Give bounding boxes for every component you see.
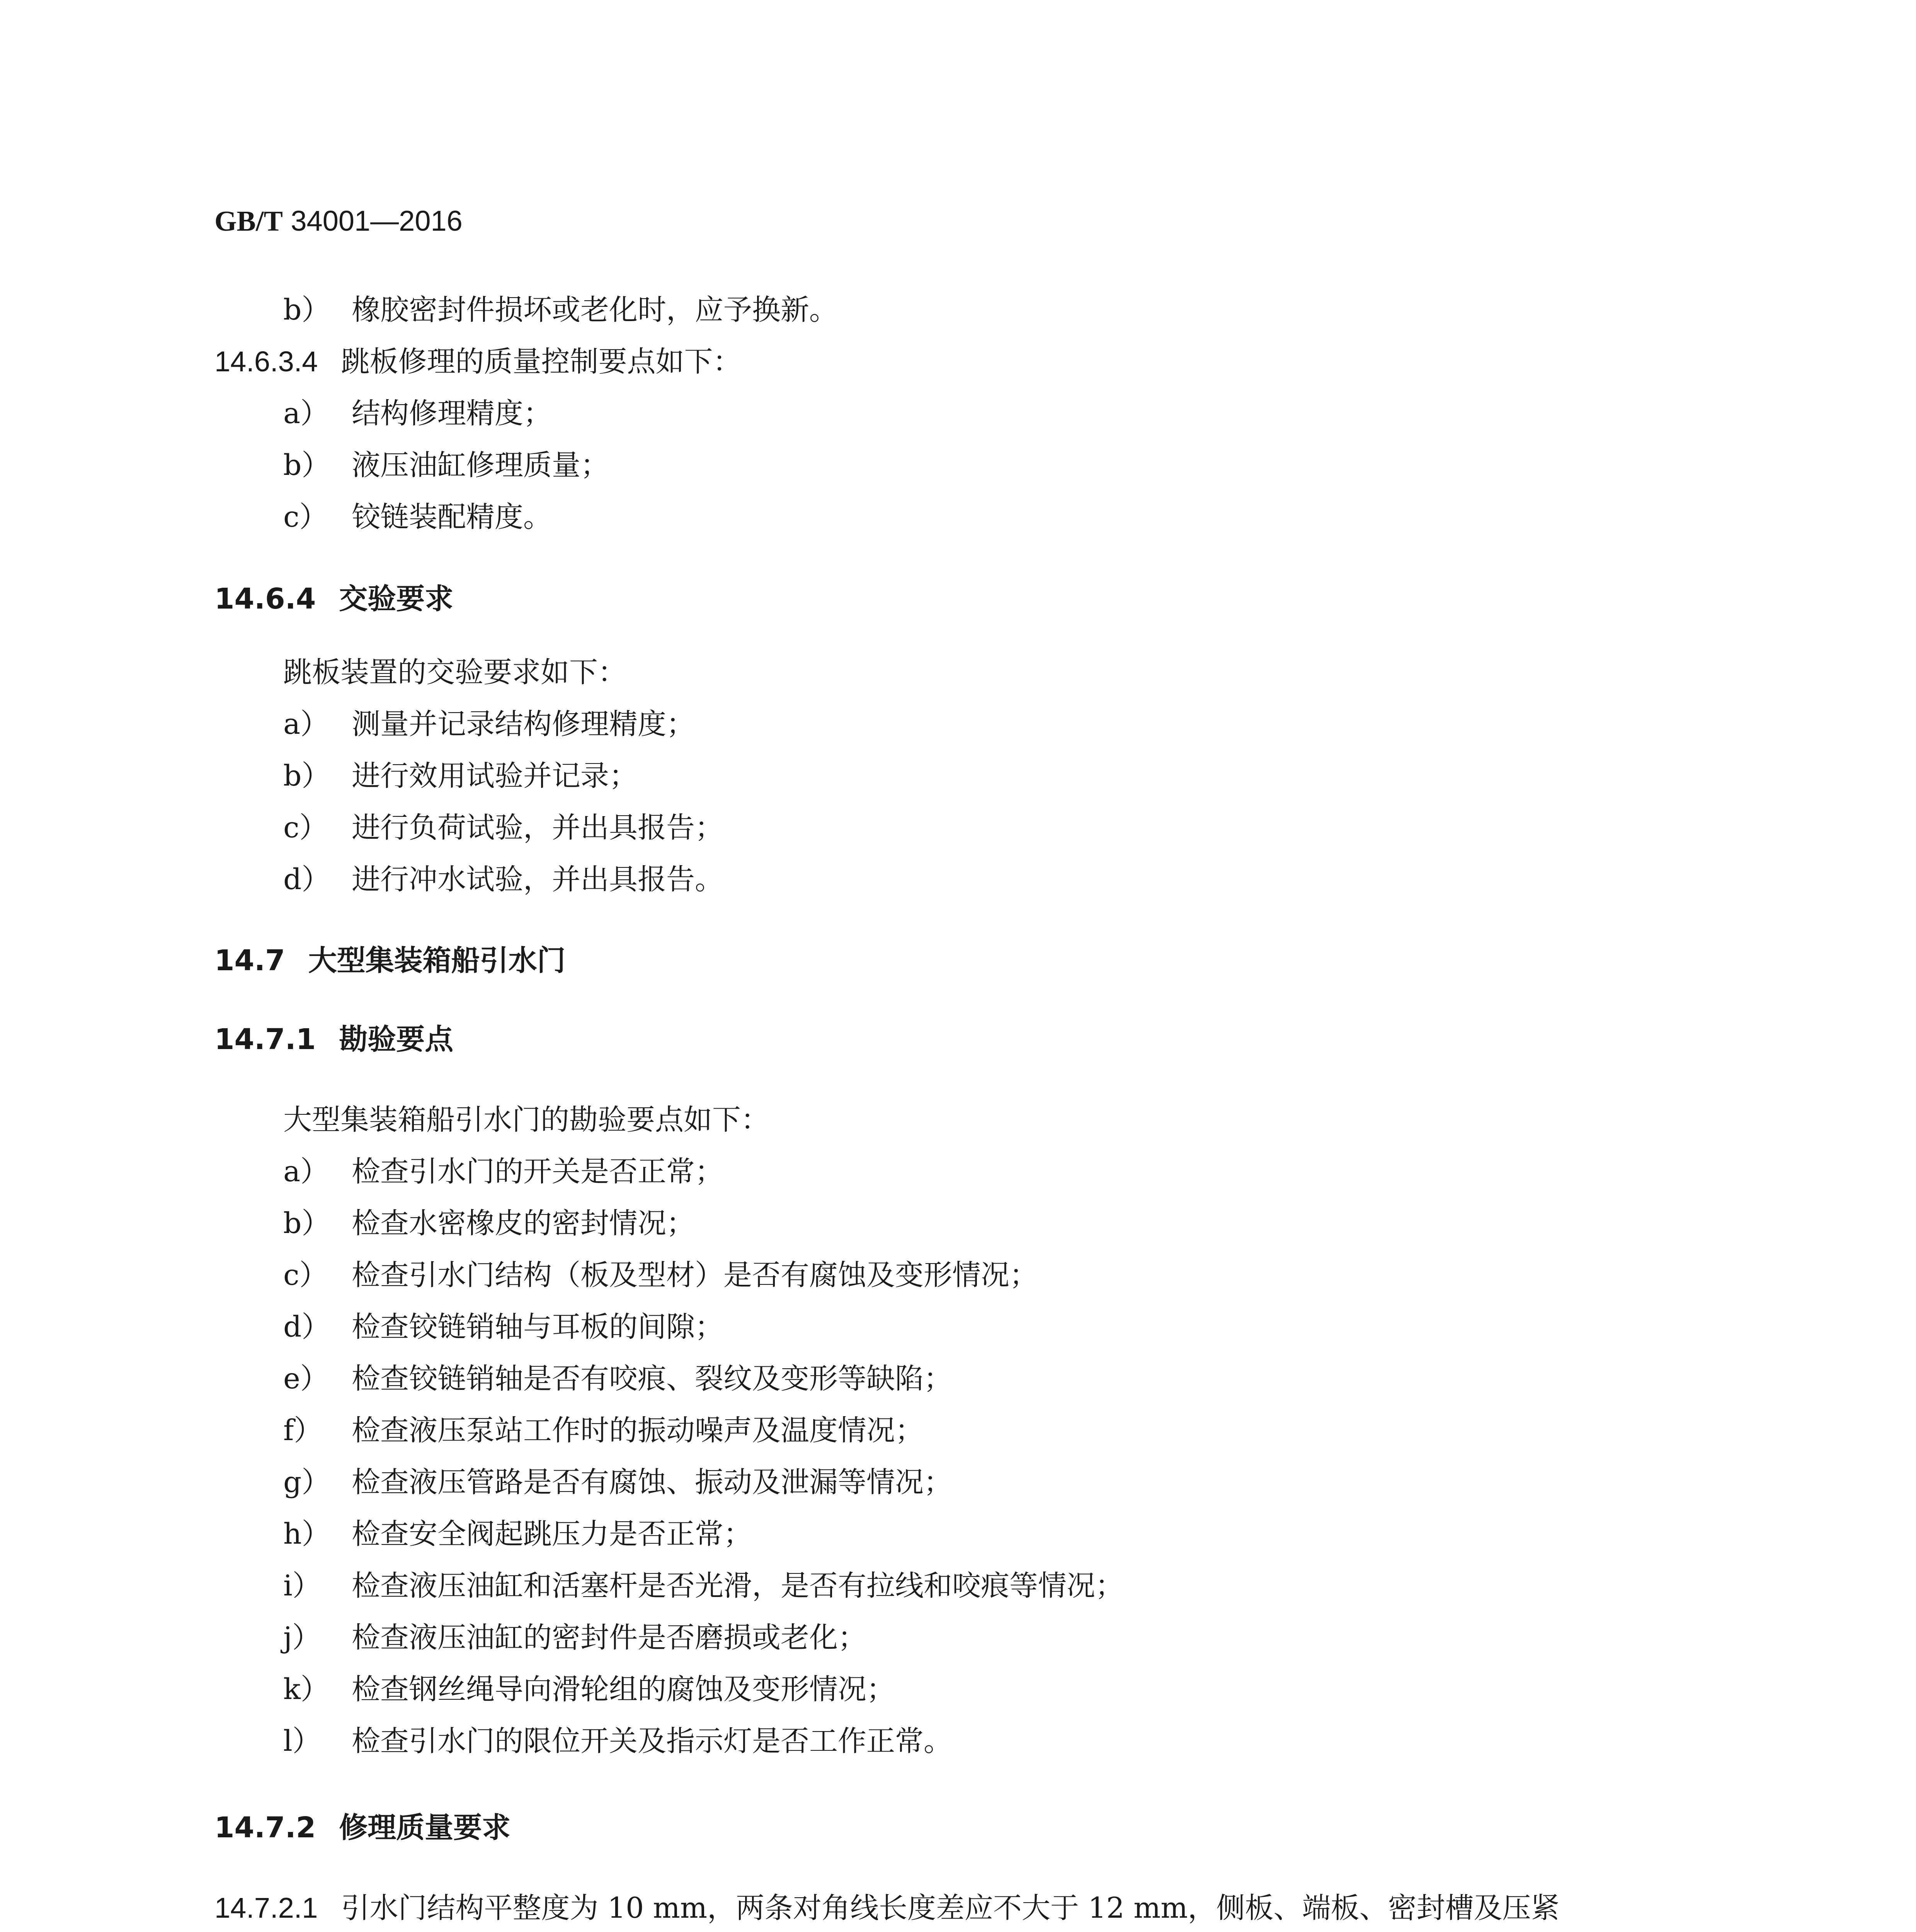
list-item: l） 检查引水门的限位开关及指示灯是否工作正常。	[283, 1725, 952, 1758]
section-heading: 14.7.2 修理质量要求	[214, 1811, 511, 1844]
list-item: a） 检查引水门的开关是否正常；	[283, 1155, 723, 1188]
list-item: c） 检查引水门结构（板及型材）是否有腐蚀及变形情况；	[283, 1259, 1038, 1292]
section-heading: 14.7 大型集装箱船引水门	[214, 944, 566, 977]
list-item: g） 检查液压管路是否有腐蚀、振动及泄漏等情况；	[283, 1466, 952, 1499]
clause: 14.7.2.1 引水门结构平整度为 10 mm，两条对角线长度差应不大于 12 mm，侧板、端板、密封槽及压紧	[214, 1891, 1560, 1925]
list-item: i） 检查液压油缸和活塞杆是否光滑，是否有拉线和咬痕等情况；	[283, 1569, 1124, 1602]
standard-number: 34001—2016	[282, 205, 463, 237]
list-item: e） 检查铰链销轴是否有咬痕、裂纹及变形等缺陷；	[283, 1362, 952, 1395]
document-header	[214, 202, 463, 241]
clause: 14.6.3.4 跳板修理的质量控制要点如下：	[214, 345, 742, 378]
list-item: c） 铰链装配精度。	[283, 500, 552, 534]
list-item: a） 结构修理精度；	[283, 397, 552, 430]
list-item: d） 进行冲水试验，并出具报告。	[283, 863, 723, 896]
list-item: b） 进行效用试验并记录；	[283, 759, 638, 793]
list-item: d） 检查铰链销轴与耳板的间隙；	[283, 1310, 723, 1344]
list-item: b） 橡胶密封件损坏或老化时，应予换新。	[283, 293, 838, 327]
list-item: h） 检查安全阀起跳压力是否正常；	[283, 1517, 752, 1551]
list-item: k） 检查钢丝绳导向滑轮组的腐蚀及变形情况；	[283, 1673, 895, 1706]
list-item: c） 进行负荷试验，并出具报告；	[283, 811, 723, 844]
list-item: b） 液压油缸修理质量；	[283, 449, 609, 482]
list-item: j） 检查液压油缸的密封件是否磨损或老化；	[283, 1621, 866, 1654]
paragraph: 跳板装置的交验要求如下：	[283, 656, 626, 689]
list-item: b） 检查水密橡皮的密封情况；	[283, 1207, 695, 1240]
standard-prefix: GB/T	[214, 206, 283, 237]
section-heading: 14.7.1 勘验要点	[214, 1023, 454, 1056]
section-heading: 14.6.4 交验要求	[214, 582, 454, 616]
list-item: a） 测量并记录结构修理精度；	[283, 707, 695, 741]
paragraph: 大型集装箱船引水门的勘验要点如下：	[283, 1103, 769, 1136]
list-item: f） 检查液压泵站工作时的振动噪声及温度情况；	[283, 1414, 924, 1447]
